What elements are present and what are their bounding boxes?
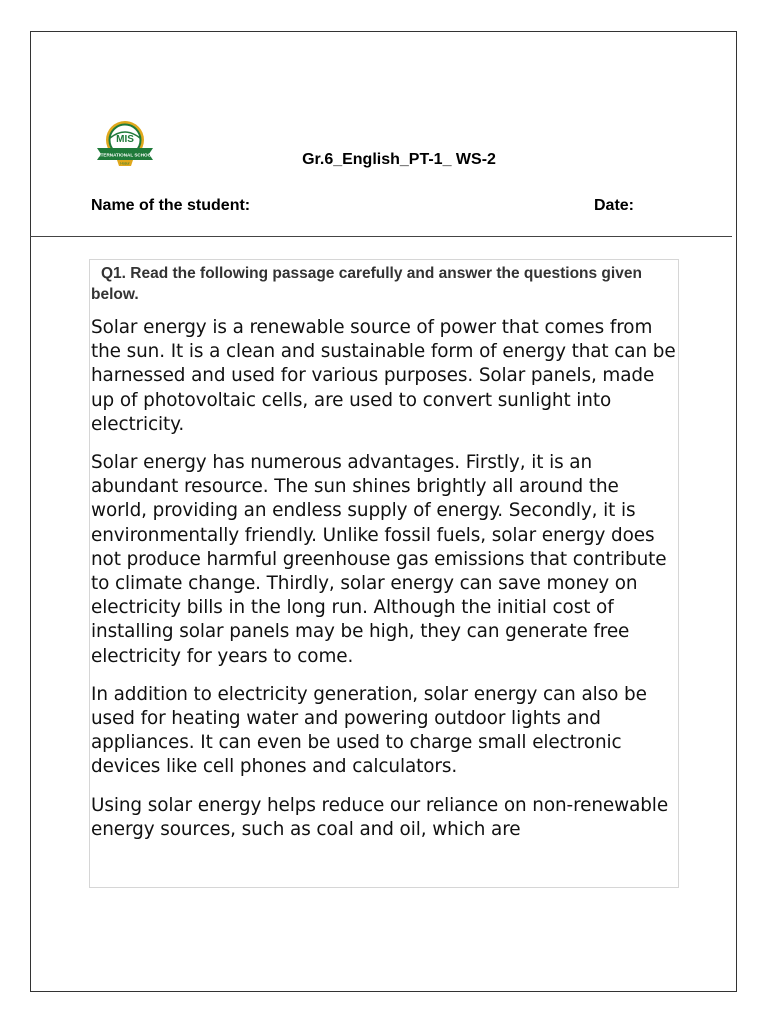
- date-label: Date:: [594, 197, 635, 214]
- passage-paragraph: Using solar energy helps reduce our reliance on non-renewable energy sources, such as coal and oil, which are: [91, 794, 669, 840]
- logo-ribbon-text: Hosur: [120, 161, 130, 166]
- passage-paragraph: In addition to electricity generation, solar energy can also be used for heating water and powering outdoor lights and appliances. It can even be used to charge small electronic devices like cell phones and calculators.: [91, 683, 647, 778]
- passage-paragraph: Solar energy is a renewable source of power that comes from the sun. It is a clean and sustainable form of energy that can be harnessed and used for various purposes. Solar panels, made up of photovoltaic cells, are used to convert sunlight into electricity.: [91, 317, 676, 435]
- worksheet-title: Gr.6_English_PT-1_ WS-2: [302, 151, 496, 168]
- passage-paragraph: Solar energy has numerous advantages. Firstly, it is an abundant resource. The sun shines brightly all around the world, providing an endless supply of energy. Secondly, it is environmentally friendly. Unlike fossil fuels, solar energy does not produce harmful greenhouse gas emissions that contribute to climate change. Thirdly, solar energy can save money on electricity bills in the long run. Although the initial cost of installing solar panels may be high, they can generate free electricity for years to come.: [91, 452, 667, 667]
- header-divider: [30, 236, 732, 237]
- reading-passage: [90, 316, 678, 842]
- logo-banner-text: INTERNATIONAL SCHOOL: [95, 152, 155, 158]
- student-name-label: Name of the student:: [91, 197, 251, 214]
- logo-text: MIS: [116, 134, 134, 145]
- question-box: [89, 259, 679, 888]
- question-instruction: Q1. Read the following passage carefully and answer the questions given below.: [91, 265, 642, 303]
